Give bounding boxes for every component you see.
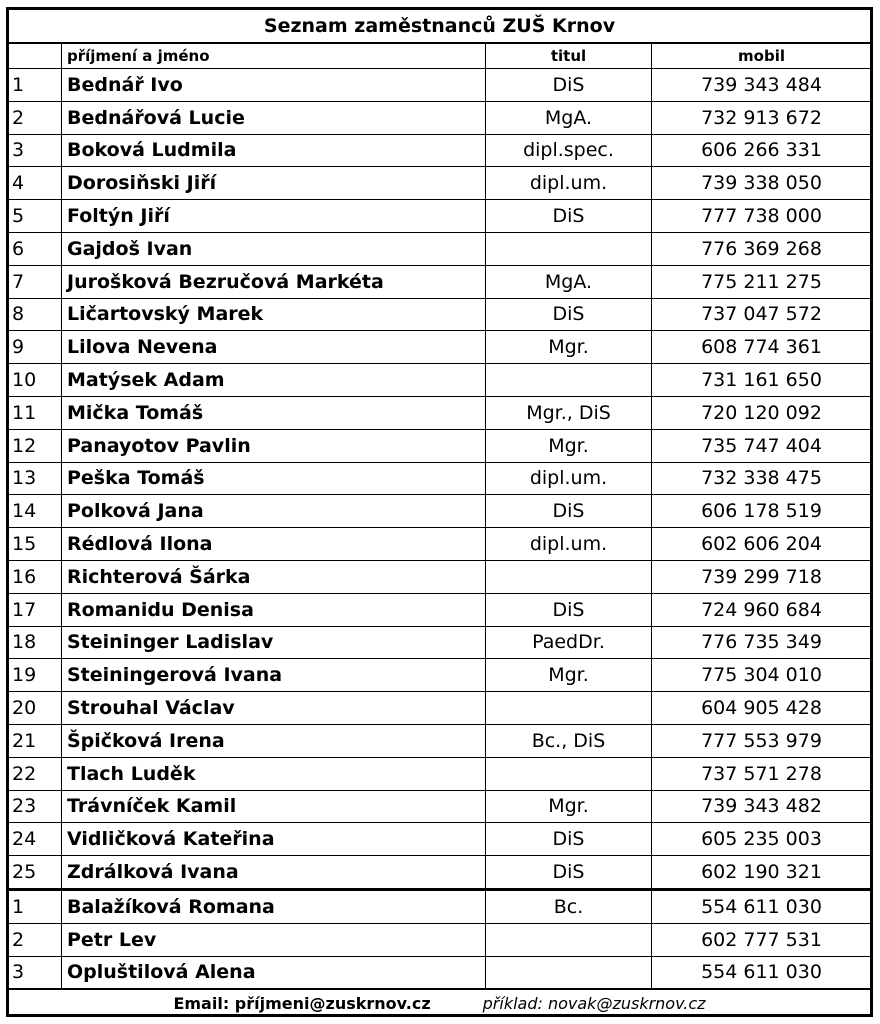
table-row	[8, 823, 872, 856]
row-name: Boková Ludmila	[62, 134, 486, 167]
row-mobile: 602 606 204	[652, 528, 872, 561]
row-number: 13	[8, 462, 62, 495]
row-number: 9	[8, 331, 62, 364]
row-name: Tlach Luděk	[62, 757, 486, 790]
row-mobile: 739 338 050	[652, 167, 872, 200]
table-row	[8, 69, 872, 102]
row-name: Špičková Irena	[62, 724, 486, 757]
row-name: Strouhal Václav	[62, 692, 486, 725]
row-number: 11	[8, 396, 62, 429]
row-title: dipl.um.	[486, 462, 652, 495]
row-title: Mgr.	[486, 331, 652, 364]
row-name: Lilova Nevena	[62, 331, 486, 364]
row-number: 22	[8, 757, 62, 790]
row-mobile: 775 304 010	[652, 659, 872, 692]
row-number: 24	[8, 823, 62, 856]
row-title: Mgr.	[486, 659, 652, 692]
page-title: Seznam zaměstnanců ZUŠ Krnov	[8, 9, 872, 44]
row-mobile: 554 611 030	[652, 889, 872, 923]
row-mobile: 777 553 979	[652, 724, 872, 757]
employee-table	[7, 8, 872, 1017]
row-number: 14	[8, 495, 62, 528]
footer-example: příklad: novak@zuskrnov.cz	[482, 993, 706, 1013]
header-title: titul	[486, 43, 652, 69]
row-mobile: 554 611 030	[652, 956, 872, 989]
row-mobile: 777 738 000	[652, 200, 872, 233]
row-number: 10	[8, 364, 62, 397]
row-title: MgA.	[486, 265, 652, 298]
row-mobile: 735 747 404	[652, 429, 872, 462]
row-title: DiS	[486, 856, 652, 890]
table-row	[8, 757, 872, 790]
table-row	[8, 889, 872, 923]
row-mobile: 776 735 349	[652, 626, 872, 659]
header-mobile: mobil	[652, 43, 872, 69]
table-row	[8, 626, 872, 659]
row-mobile: 739 343 484	[652, 69, 872, 102]
row-mobile: 776 369 268	[652, 232, 872, 265]
row-name: Opluštilová Alena	[62, 956, 486, 989]
row-name: Balažíková Romana	[62, 889, 486, 923]
row-name: Bednář Ivo	[62, 69, 486, 102]
row-number: 3	[8, 956, 62, 989]
table-row	[8, 429, 872, 462]
row-mobile: 605 235 003	[652, 823, 872, 856]
table-row	[8, 331, 872, 364]
table-row	[8, 462, 872, 495]
row-number: 15	[8, 528, 62, 561]
table-row	[8, 232, 872, 265]
row-name: Dorosiňski Jiří	[62, 167, 486, 200]
table-row	[8, 956, 872, 989]
table-row	[8, 265, 872, 298]
row-title: Bc.	[486, 889, 652, 923]
table-row	[8, 298, 872, 331]
row-mobile: 732 338 475	[652, 462, 872, 495]
row-title: DiS	[486, 69, 652, 102]
row-name: Polková Jana	[62, 495, 486, 528]
table-row	[8, 560, 872, 593]
row-mobile: 606 266 331	[652, 134, 872, 167]
row-mobile: 775 211 275	[652, 265, 872, 298]
row-mobile: 739 343 482	[652, 790, 872, 823]
row-name: Bednářová Lucie	[62, 101, 486, 134]
row-title	[486, 364, 652, 397]
row-name: Matýsek Adam	[62, 364, 486, 397]
row-title	[486, 232, 652, 265]
row-number: 2	[8, 101, 62, 134]
row-title: Mgr.	[486, 790, 652, 823]
row-title	[486, 956, 652, 989]
row-mobile: 602 190 321	[652, 856, 872, 890]
table-row	[8, 790, 872, 823]
row-number: 1	[8, 889, 62, 923]
row-mobile: 737 571 278	[652, 757, 872, 790]
row-mobile: 731 161 650	[652, 364, 872, 397]
header-name: příjmení a jméno	[62, 43, 486, 69]
row-name: Steiningerová Ivana	[62, 659, 486, 692]
row-name: Ličartovský Marek	[62, 298, 486, 331]
row-mobile: 732 913 672	[652, 101, 872, 134]
row-title	[486, 757, 652, 790]
footer-cell	[8, 989, 872, 1017]
row-title	[486, 923, 652, 956]
row-number: 2	[8, 923, 62, 956]
table-row	[8, 364, 872, 397]
footer-email: Email: příjmeni@zuskrnov.cz	[173, 993, 431, 1013]
row-name: Rédlová Ilona	[62, 528, 486, 561]
header-number	[8, 43, 62, 69]
row-title: DiS	[486, 298, 652, 331]
row-number: 12	[8, 429, 62, 462]
row-number: 6	[8, 232, 62, 265]
row-mobile: 737 047 572	[652, 298, 872, 331]
table-row	[8, 724, 872, 757]
table-row	[8, 692, 872, 725]
footer-row	[8, 989, 872, 1017]
row-number: 7	[8, 265, 62, 298]
row-name: Mička Tomáš	[62, 396, 486, 429]
row-name: Steininger Ladislav	[62, 626, 486, 659]
row-title: DiS	[486, 495, 652, 528]
row-title: Mgr., DiS	[486, 396, 652, 429]
table-row	[8, 528, 872, 561]
table-row	[8, 134, 872, 167]
row-title	[486, 560, 652, 593]
row-mobile: 602 777 531	[652, 923, 872, 956]
table-row	[8, 101, 872, 134]
table-row	[8, 200, 872, 233]
row-mobile: 608 774 361	[652, 331, 872, 364]
row-name: Romanidu Denisa	[62, 593, 486, 626]
table-row	[8, 923, 872, 956]
row-mobile: 604 905 428	[652, 692, 872, 725]
table-row	[8, 856, 872, 890]
row-number: 25	[8, 856, 62, 890]
table-row	[8, 396, 872, 429]
row-number: 1	[8, 69, 62, 102]
row-name: Vidličková Kateřina	[62, 823, 486, 856]
table-row	[8, 495, 872, 528]
row-title: dipl.um.	[486, 167, 652, 200]
row-title: MgA.	[486, 101, 652, 134]
header-row	[8, 43, 872, 69]
row-name: Richterová Šárka	[62, 560, 486, 593]
row-name: Panayotov Pavlin	[62, 429, 486, 462]
row-number: 19	[8, 659, 62, 692]
row-number: 21	[8, 724, 62, 757]
row-mobile: 606 178 519	[652, 495, 872, 528]
row-title: PaedDr.	[486, 626, 652, 659]
row-mobile: 724 960 684	[652, 593, 872, 626]
row-title: DiS	[486, 200, 652, 233]
table-row	[8, 167, 872, 200]
title-row	[8, 9, 872, 44]
row-number: 16	[8, 560, 62, 593]
table-row	[8, 593, 872, 626]
row-name: Petr Lev	[62, 923, 486, 956]
row-mobile: 720 120 092	[652, 396, 872, 429]
row-name: Gajdoš Ivan	[62, 232, 486, 265]
row-name: Zdrálková Ivana	[62, 856, 486, 890]
row-title: dipl.um.	[486, 528, 652, 561]
row-number: 17	[8, 593, 62, 626]
row-number: 4	[8, 167, 62, 200]
row-number: 8	[8, 298, 62, 331]
row-name: Trávníček Kamil	[62, 790, 486, 823]
row-number: 3	[8, 134, 62, 167]
row-title: Bc., DiS	[486, 724, 652, 757]
row-name: Foltýn Jiří	[62, 200, 486, 233]
row-title: DiS	[486, 593, 652, 626]
row-name: Peška Tomáš	[62, 462, 486, 495]
row-number: 20	[8, 692, 62, 725]
table-row	[8, 659, 872, 692]
row-number: 23	[8, 790, 62, 823]
row-mobile: 739 299 718	[652, 560, 872, 593]
row-title: Mgr.	[486, 429, 652, 462]
row-title: dipl.spec.	[486, 134, 652, 167]
row-name: Jurošková Bezručová Markéta	[62, 265, 486, 298]
row-number: 18	[8, 626, 62, 659]
row-number: 5	[8, 200, 62, 233]
row-title: DiS	[486, 823, 652, 856]
row-title	[486, 692, 652, 725]
